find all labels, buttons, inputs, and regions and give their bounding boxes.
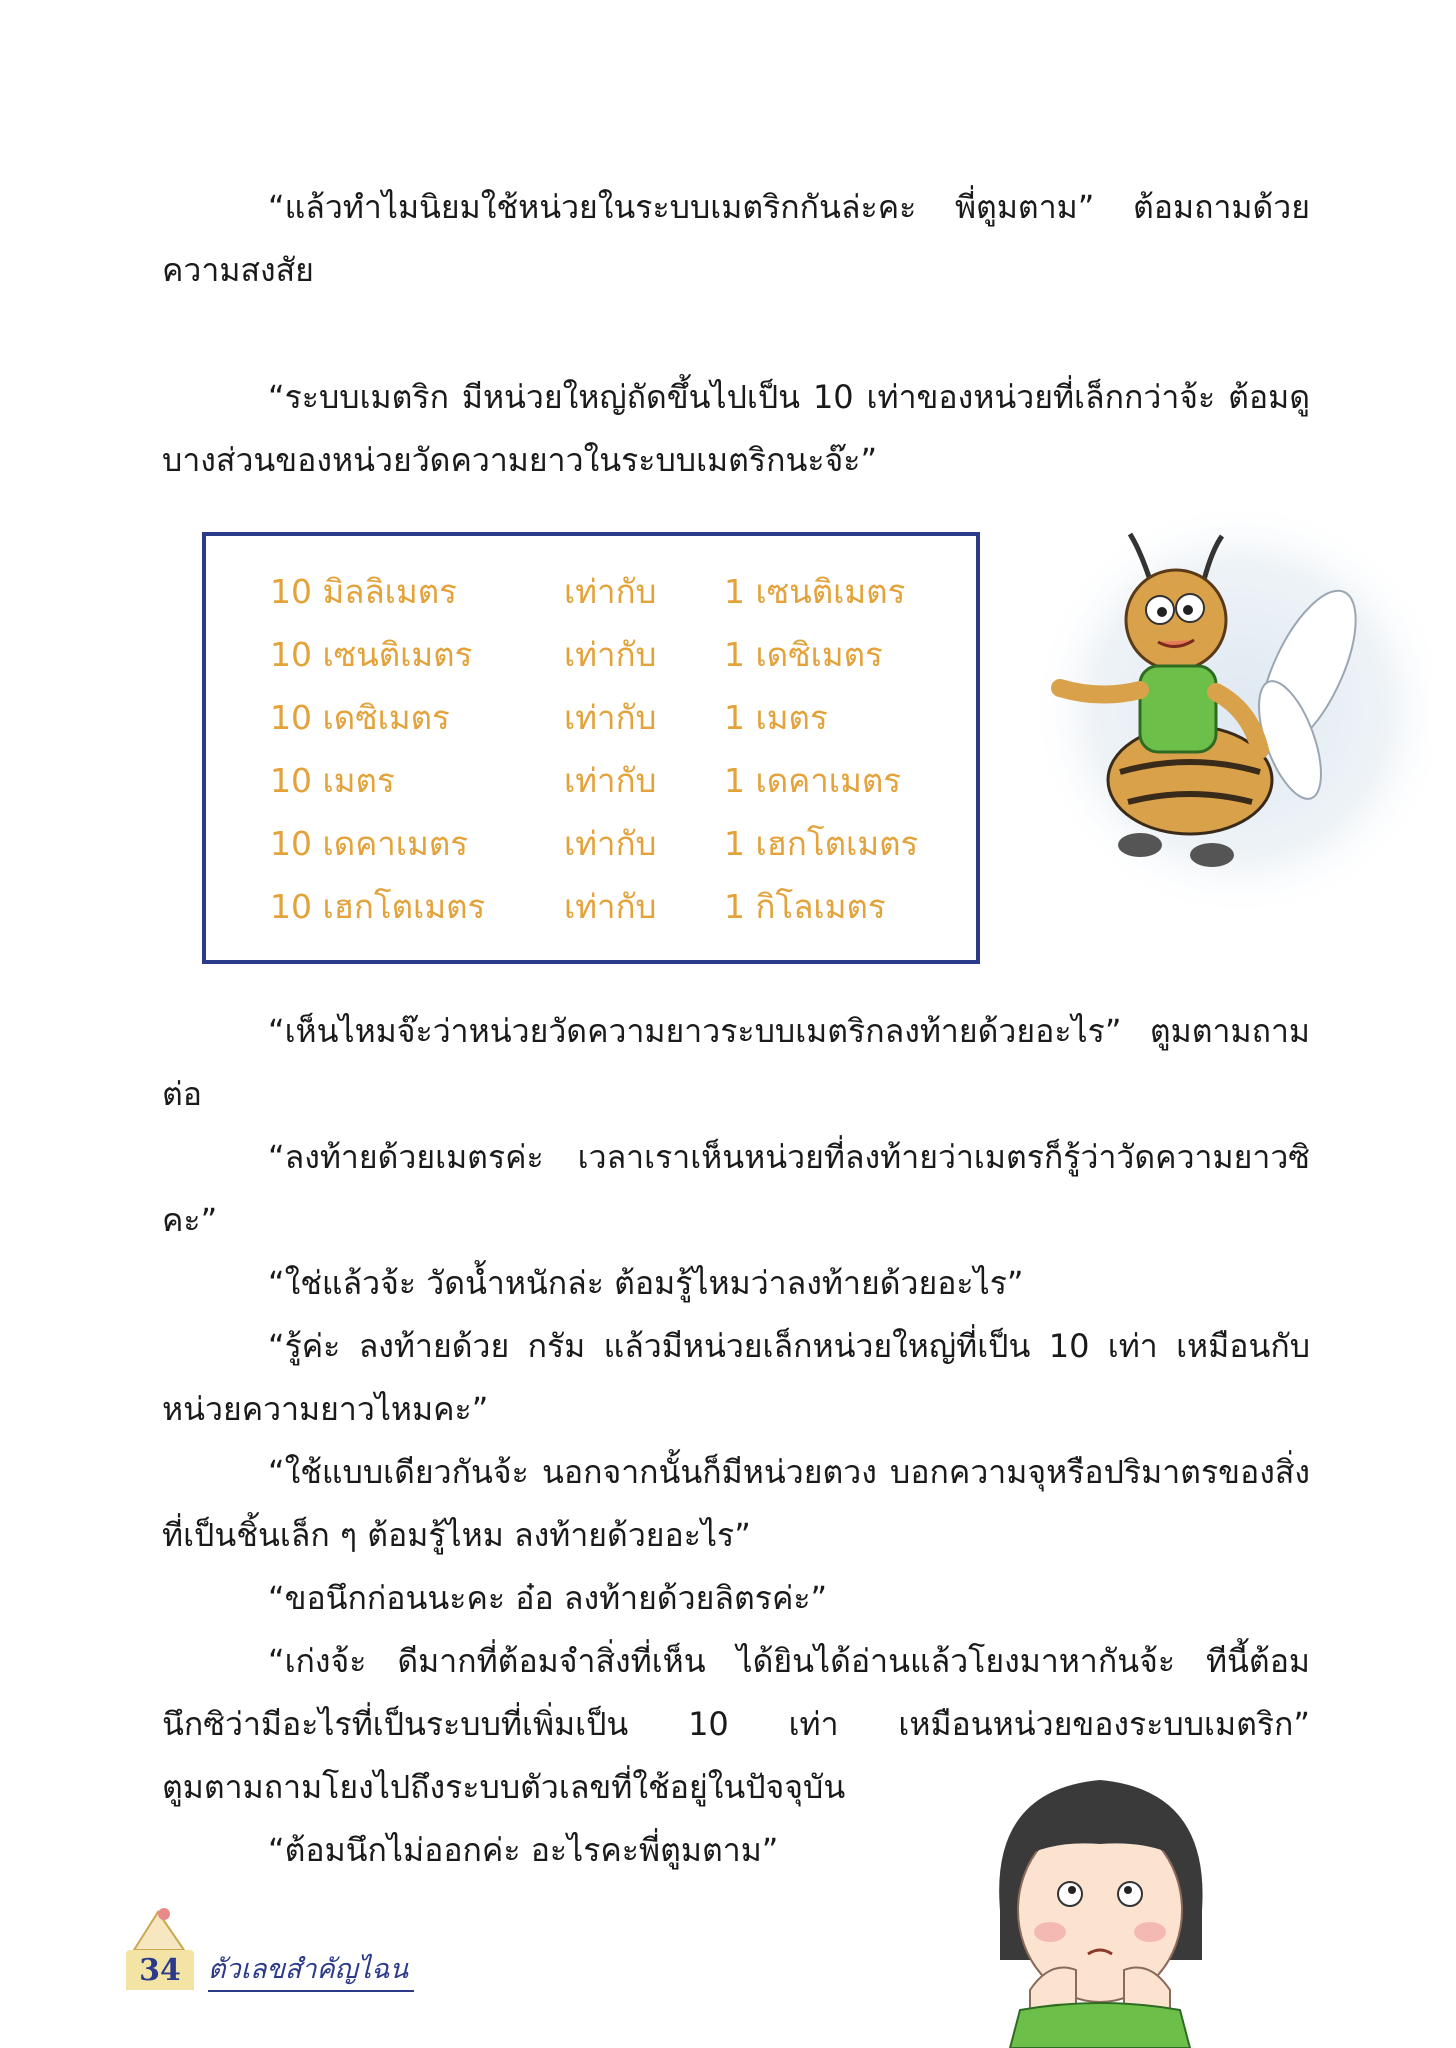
bee-character-illustration <box>990 510 1430 950</box>
table-cell-right: 1 เดคาเมตร <box>724 761 901 800</box>
table-cell-left: 10 มิลลิเมตร <box>270 572 457 611</box>
girl-thinking-illustration <box>980 1760 1220 2048</box>
table-cell-left: 10 เดซิเมตร <box>270 698 450 737</box>
paragraph-9-line-1: “เก่งจ้ะ ดีมากที่ต้อมจำสิ่งที่เห็น ได้ยินได้อ่านแล้วโยงมาหากันจ้ะ ทีนี้ต้อม <box>268 1642 1310 1680</box>
paragraph-7: “ใช้แบบเดียวกันจ้ะ นอกจากนั้นก็มีหน่วยตวง บอกความจุหรือปริมาตรของสิ่งที่เป็นชิ้นเล็ก ๆ ต้อมรู้ไหม ลงท้ายด้วยอะไร” <box>162 1453 1310 1554</box>
table-cell-equals: เท่ากับ <box>564 761 657 800</box>
table-cell-equals: เท่ากับ <box>564 698 657 737</box>
table-cell-right: 1 เดซิเมตร <box>724 635 883 674</box>
paragraph-9-line-3: ตูมตามถามโยงไปถึงระบบตัวเลขที่ใช้อยู่ในปัจจุบัน <box>162 1768 846 1806</box>
table-cell-equals: เท่ากับ <box>564 635 657 674</box>
paragraph-4: “ลงท้ายด้วยเมตรค่ะ เวลาเราเห็นหน่วยที่ลงท้ายว่าเมตรก็รู้ว่าวัดความยาวซิคะ” <box>162 1138 1310 1239</box>
table-cell-right: 1 เมตร <box>724 698 828 737</box>
table-cell-right: 1 กิโลเมตร <box>724 887 886 926</box>
paragraph-3: “เห็นไหมจ๊ะว่าหน่วยวัดความยาวระบบเมตริกลงท้ายด้วยอะไร” ตูมตามถามต่อ <box>162 1012 1310 1113</box>
book-title: ตัวเลขสำคัญไฉน <box>208 1950 414 1992</box>
paragraph-5: “ใช่แล้วจ้ะ วัดน้ำหนักล่ะ ต้อมรู้ไหมว่าลงท้ายด้วยอะไร” <box>268 1264 1024 1302</box>
cake-icon <box>128 1900 188 1952</box>
paragraph-6: “รู้ค่ะ ลงท้ายด้วย กรัม แล้วมีหน่วยเล็กหน่วยใหญ่ที่เป็น 10 เท่า เหมือนกับหน่วยความยาวไหมคะ” <box>162 1327 1310 1428</box>
table-cell-left: 10 เฮกโตเมตร <box>270 887 486 926</box>
paragraph-10: “ต้อมนึกไม่ออกค่ะ อะไรคะพี่ตูมตาม” <box>268 1831 779 1869</box>
metric-length-table <box>202 532 980 964</box>
paragraph-1: “แล้วทำไมนิยมใช้หน่วยในระบบเมตริกกันล่ะคะ พี่ตูมตาม” ต้อมถามด้วยความสงสัย <box>162 188 1310 289</box>
table-cell-left: 10 เมตร <box>270 761 395 800</box>
paragraph-8: “ขอนึกก่อนนะคะ อ๋อ ลงท้ายด้วยลิตรค่ะ” <box>268 1579 828 1617</box>
table-cell-left: 10 เดคาเมตร <box>270 824 468 863</box>
paragraph-9-line-2: นึกซิว่ามีอะไรที่เป็นระบบที่เพิ่มเป็น 10 เท่า เหมือนหน่วยของระบบเมตริก” <box>162 1705 1310 1743</box>
table-cell-right: 1 เซนติเมตร <box>724 572 906 611</box>
table-cell-equals: เท่ากับ <box>564 824 657 863</box>
paragraph-2: “ระบบเมตริก มีหน่วยใหญ่ถัดขึ้นไปเป็น 10 เท่าของหน่วยที่เล็กกว่าจ้ะ ต้อมดูบางส่วนของหน่วยวัดความยาวในระบบเมตริกนะจ๊ะ” <box>162 378 1310 479</box>
table-cell-equals: เท่ากับ <box>564 887 657 926</box>
page-number: 34 <box>126 1950 194 1990</box>
table-cell-right: 1 เฮกโตเมตร <box>724 824 919 863</box>
table-cell-equals: เท่ากับ <box>564 572 657 611</box>
table-cell-left: 10 เซนติเมตร <box>270 635 473 674</box>
